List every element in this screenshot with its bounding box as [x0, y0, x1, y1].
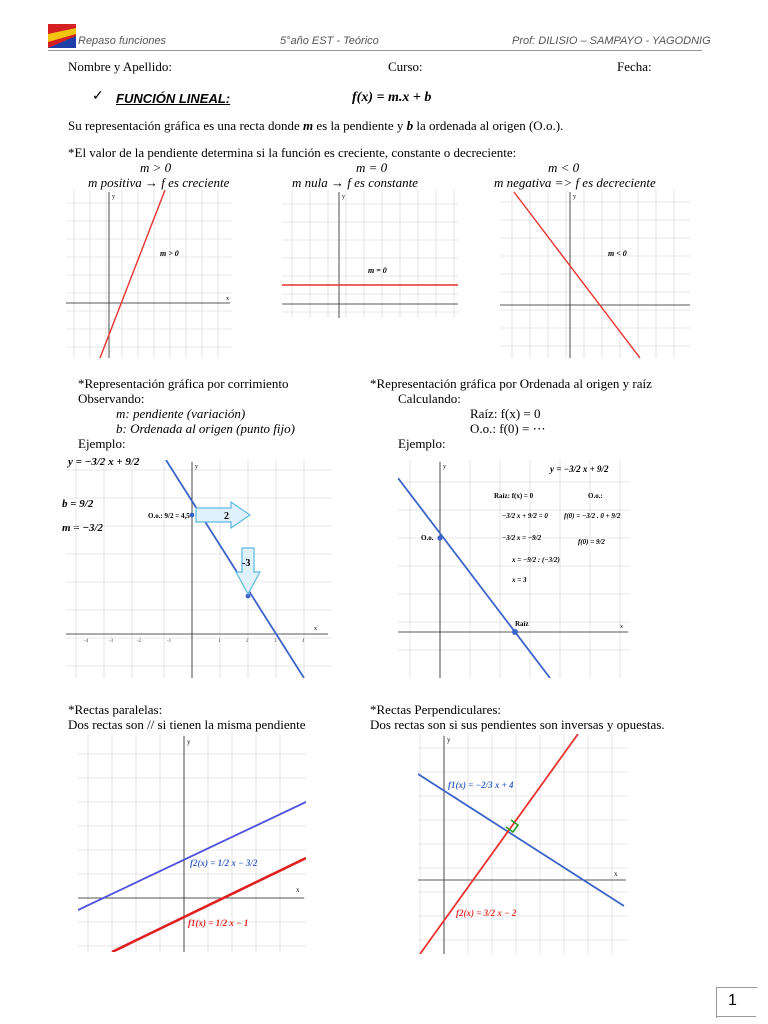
shift-example: Ejemplo: [78, 436, 126, 451]
course-label: Curso: [388, 59, 423, 74]
parallel-desc: Dos rectas son // si tienen la misma pendiente [68, 717, 306, 732]
graph-zero-slope [282, 190, 458, 318]
x-label: x [614, 870, 618, 878]
root-example: Ejemplo: [398, 436, 446, 451]
header-left: Repaso funciones [78, 35, 167, 47]
x-tick-labels [84, 639, 305, 644]
oo-annotation: O.o.: 9/2 = 4,5 [148, 512, 190, 520]
grid [66, 190, 232, 358]
arrow-right-label: 2 [224, 511, 229, 522]
root-calc: Calculando: [398, 391, 461, 406]
graph-positive-slope [66, 190, 232, 358]
y-label: y [187, 738, 191, 746]
name-label: Nombre y Apellido: [68, 59, 172, 74]
arrow-down-label: -3 [242, 558, 251, 569]
raiz-label: Raíz [515, 620, 529, 628]
shift-title: *Representación gráfica por corrimiento [78, 376, 289, 391]
y-label: y [112, 194, 115, 200]
shift-b-line: b: Ordenada al origen (punto fijo) [116, 421, 295, 436]
footer-rule [716, 1016, 756, 1017]
step-4: x = 3 [512, 576, 527, 584]
step-3: x = −9/2 : (−3/2) [512, 556, 560, 564]
root-eq: y = −3/2 x + 9/2 [550, 464, 609, 474]
page-number: 1 [728, 992, 737, 1009]
shift-m-val: m = −3/2 [62, 522, 104, 534]
line-f1 [112, 858, 306, 952]
intro-text [68, 118, 563, 134]
header-right: Prof: DILISIO – SAMPAYO - YAGODNIG [512, 35, 711, 47]
oo-line: O.o.: f(0) = ⋯ [470, 421, 546, 436]
svg-text:-4: -4 [84, 639, 89, 644]
graph-root [398, 460, 630, 678]
svg-text:2: 2 [246, 639, 249, 644]
school-logo [48, 24, 76, 48]
graph2-label: m = 0 [368, 266, 387, 275]
case1-cond: m > 0 [140, 160, 172, 175]
graph-negative-slope [500, 190, 690, 358]
case2-desc: m nula → f es constante [292, 175, 419, 190]
case3-desc: m negativa => f es decreciente [494, 175, 656, 190]
x-label: x [620, 624, 623, 630]
step-1: −3/2 x + 9/2 = 0 [502, 512, 548, 520]
grid [66, 460, 332, 678]
perp-title: *Rectas Perpendiculares: [370, 702, 502, 717]
svg-text:-1: -1 [167, 639, 172, 644]
y-label: y [443, 464, 446, 470]
shift-m-line: m: pendiente (variación) [116, 406, 246, 421]
shift-eq: y = −3/2 x + 9/2 [68, 456, 140, 468]
case1-desc: m positiva → f es creciente [88, 175, 230, 190]
step-2: −3/2 x = −9/2 [502, 534, 542, 542]
section-title: FUNCIÓN LINEAL: [116, 91, 231, 106]
line-falling [514, 192, 640, 358]
svg-text:-3: -3 [109, 639, 114, 644]
perp-desc: Dos rectas son si sus pendientes son inversas y opuestas. [370, 717, 665, 732]
intro-part1: Su representación gráfica es una recta donde [68, 118, 300, 133]
root-title: *Representación gráfica por Ordenada al origen y raíz [370, 376, 652, 391]
main-formula: f(x) = m.x + b [352, 90, 432, 105]
x-label: x [226, 296, 229, 302]
line-root [398, 478, 550, 678]
f2-label: f2(x) = 3/2 x − 2 [456, 908, 517, 918]
graph-parallel [78, 734, 306, 952]
oo-label: O.o. [421, 534, 434, 542]
f1-label: f1(x) = 1/2 x − 1 [188, 918, 249, 928]
grid [500, 190, 690, 358]
svg-text:4: 4 [302, 639, 305, 644]
check-icon: ✓ [92, 89, 104, 104]
root-line: Raíz: f(x) = 0 [470, 406, 541, 421]
graph3-label: m < 0 [608, 249, 627, 258]
svg-text:-2: -2 [137, 639, 142, 644]
intro-part2: es la pendiente y [316, 118, 404, 133]
header-rule [48, 50, 702, 51]
grid [282, 190, 458, 318]
parallel-title: *Rectas paralelas: [68, 702, 163, 717]
intro-b: b [406, 118, 414, 133]
oo-step-2: f(0) = 9/2 [578, 538, 605, 546]
raiz-head: Raíz: f(x) = 0 [494, 492, 534, 500]
graph-perpendicular [418, 734, 628, 954]
shift-b-val: b = 9/2 [62, 498, 94, 510]
date-label: Fecha: [617, 59, 652, 74]
y-label: y [573, 194, 576, 200]
arrow-right [196, 502, 250, 528]
shift-observe: Observando: [78, 391, 145, 406]
line-shift [166, 460, 304, 678]
svg-text:1: 1 [218, 639, 221, 644]
grid [418, 734, 628, 954]
header-center: 5°año EST - Teórico [280, 35, 379, 47]
x-label: x [314, 626, 317, 632]
oo-head: O.o.: [588, 492, 603, 500]
arrow-down [236, 548, 260, 594]
y-label: y [342, 194, 345, 200]
slope-note: *El valor de la pendiente determina si la función es creciente, constante o decreciente: [68, 145, 517, 160]
svg-text:3: 3 [274, 639, 277, 644]
line-rising [100, 190, 165, 358]
x-label: x [296, 886, 300, 894]
f1-label: f1(x) = −2/3 x + 4 [448, 780, 514, 790]
y-label: y [447, 736, 451, 744]
point-oo [437, 535, 442, 540]
y-label: y [195, 464, 198, 470]
point-oo [190, 513, 195, 518]
intro-part3: la ordenada al origen (O.o.). [416, 118, 564, 133]
intro-m: m [302, 118, 314, 133]
f2-label: f2(x) = 1/2 x − 3/2 [190, 858, 258, 868]
case2-cond: m = 0 [356, 160, 388, 175]
case3-cond: m < 0 [548, 160, 580, 175]
oo-step-1: f(0) = −3/2 . 0 + 9/2 [564, 512, 621, 520]
graph1-label: m > 0 [160, 249, 179, 258]
point-root [512, 629, 518, 635]
graph-shift [66, 460, 332, 678]
line-f1 [418, 774, 624, 906]
